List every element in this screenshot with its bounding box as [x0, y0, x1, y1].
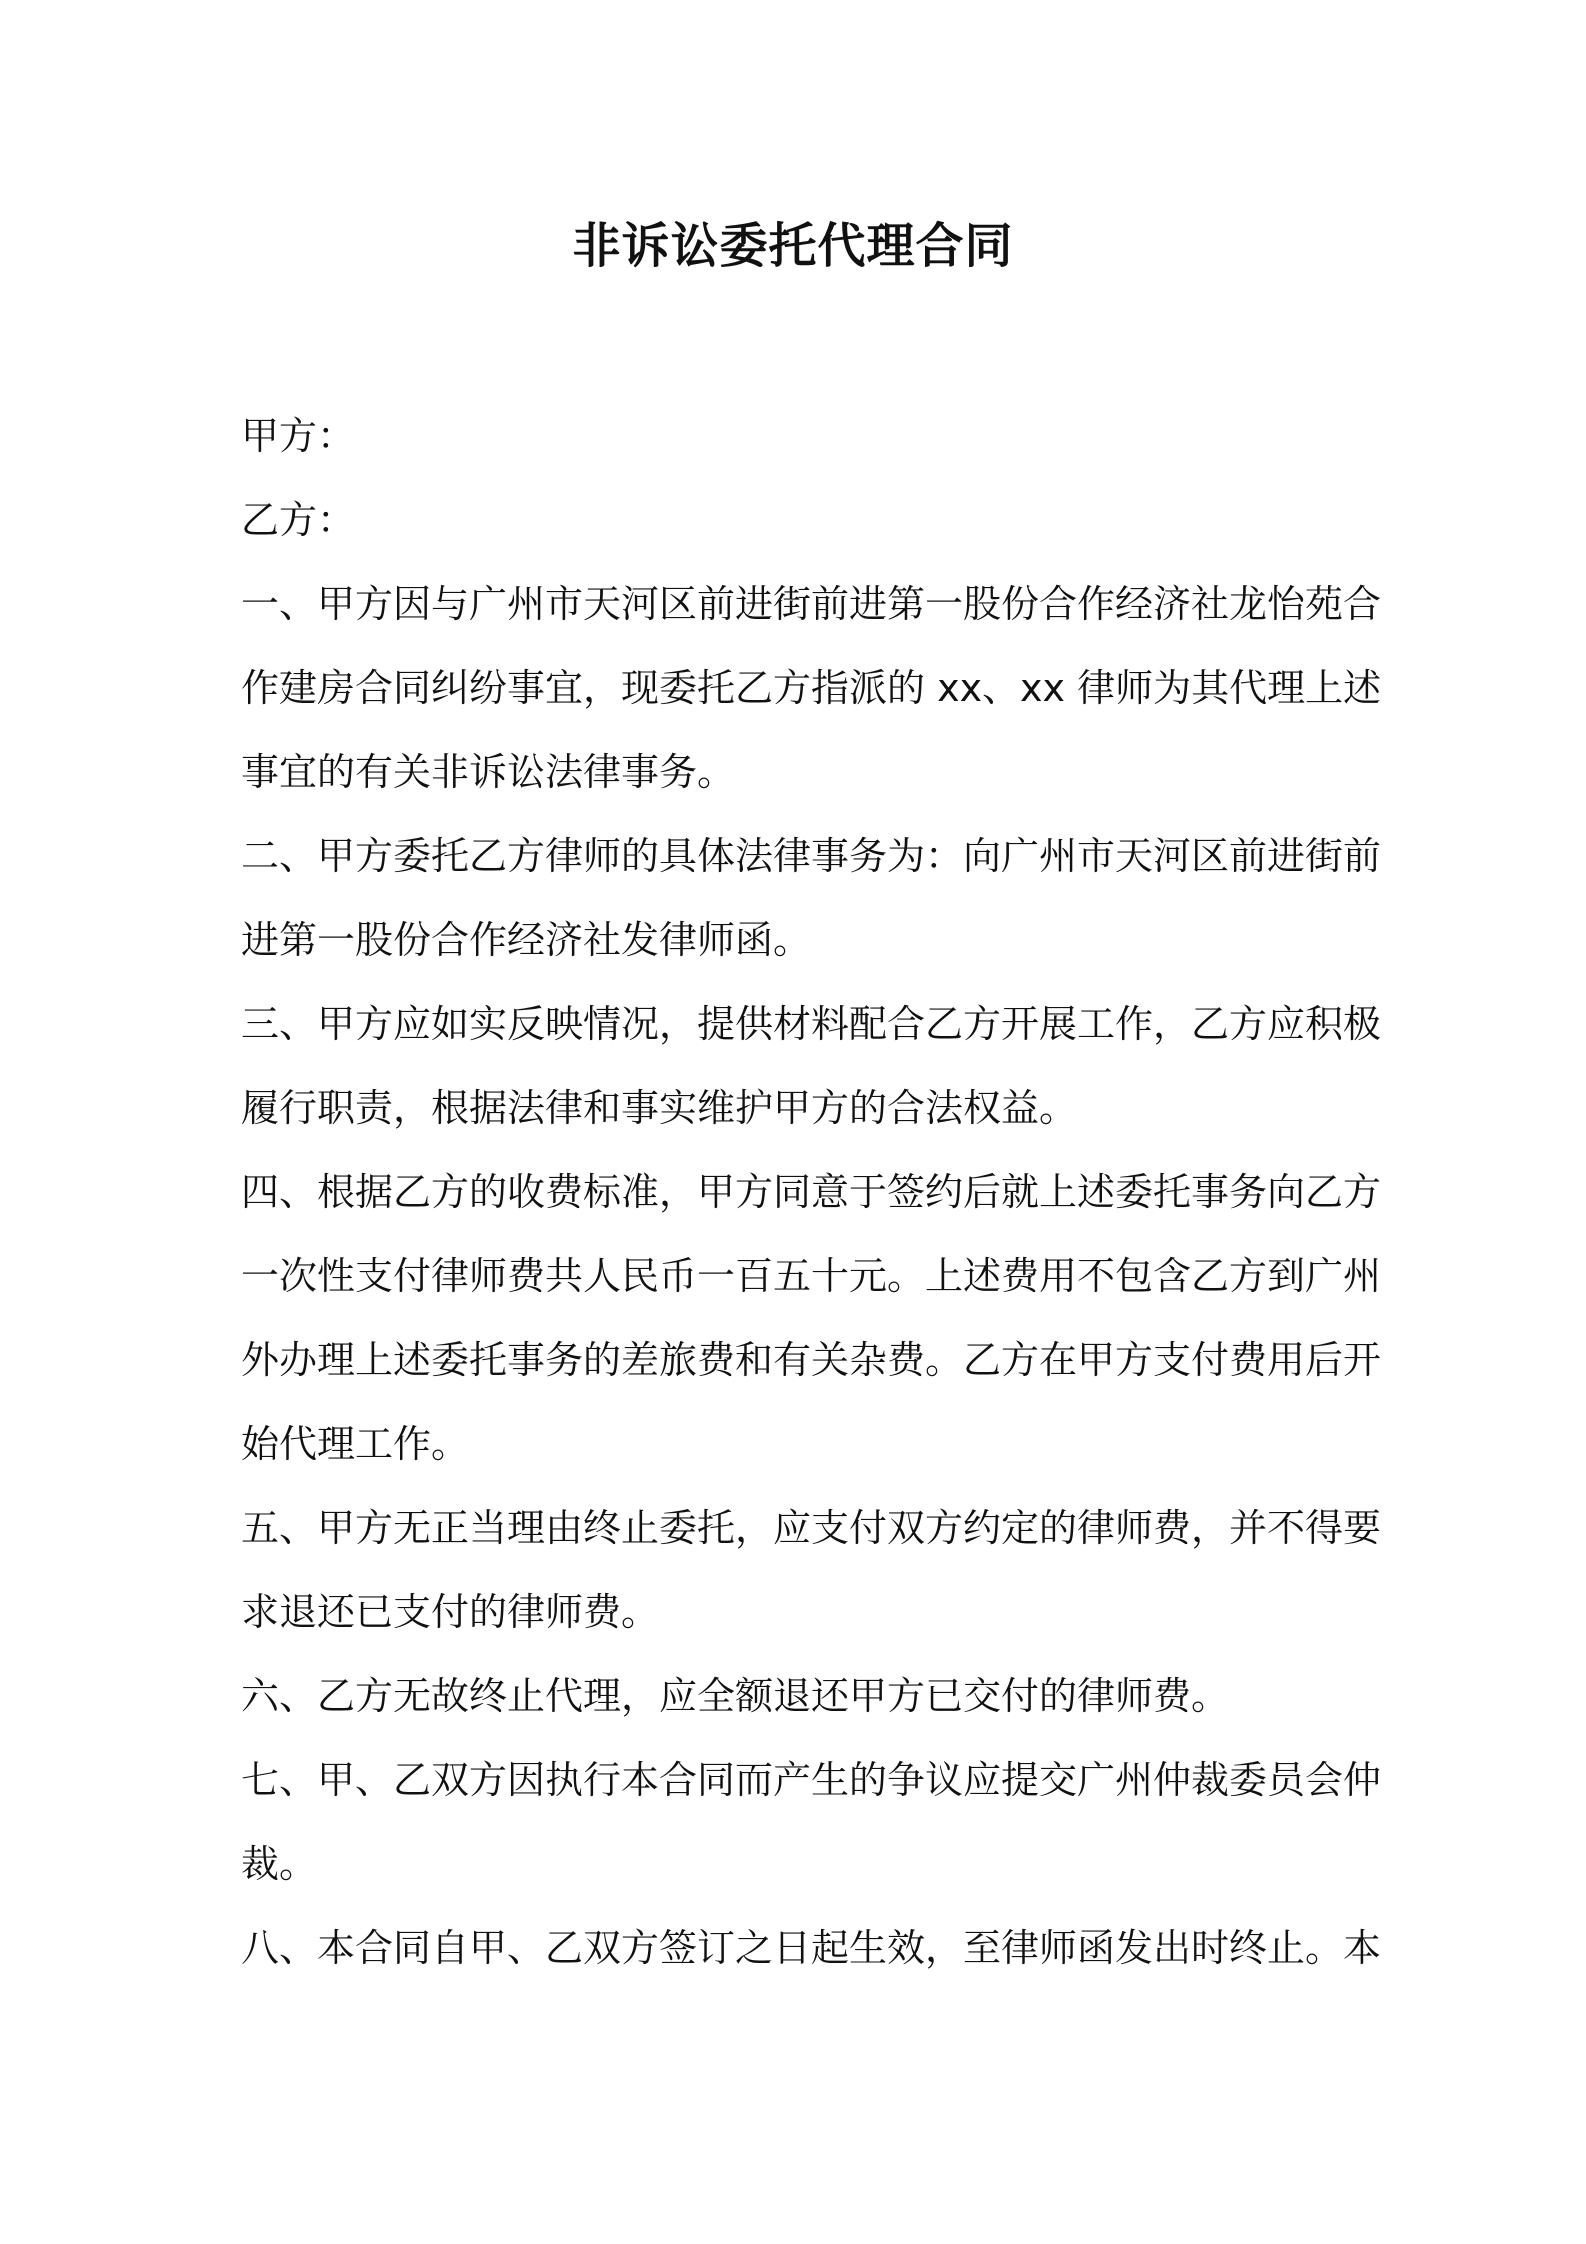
party-a-label: 甲方：	[241, 414, 356, 458]
clause-4-line-3: 外办理上述委托事务的差旅费和有关杂费。乙方在甲方支付费用后开	[241, 1338, 1382, 1382]
clause-7-line-2: 裁。	[241, 1842, 318, 1886]
clause-5-line-1: 五、甲方无正当理由终止委托，应支付双方约定的律师费，并不得要	[241, 1506, 1382, 1550]
clause-1-line-3: 事宜的有关非诉讼法律事务。	[241, 750, 736, 794]
clause-7-line-1: 七、甲、乙双方因执行本合同而产生的争议应提交广州仲裁委员会仲	[241, 1758, 1382, 1802]
clause-2-line-1: 二、甲方委托乙方律师的具体法律事务为：向广州市天河区前进街前	[241, 834, 1382, 878]
clause-2-line-2: 进第一股份合作经济社发律师函。	[241, 918, 812, 962]
clause-1-line-1: 一、甲方因与广州市天河区前进街前进第一股份合作经济社龙怡苑合	[241, 582, 1382, 626]
clause-1-line-2: 作建房合同纠纷事宜，现委托乙方指派的 xx、xx 律师为其代理上述	[241, 666, 1382, 710]
clause-6-line-1: 六、乙方无故终止代理，应全额退还甲方已交付的律师费。	[241, 1674, 1230, 1718]
clause-4-line-1: 四、根据乙方的收费标准，甲方同意于签约后就上述委托事务向乙方	[241, 1170, 1382, 1214]
party-b-label: 乙方：	[241, 498, 356, 542]
clause-8-line-1: 八、本合同自甲、乙双方签订之日起生效，至律师函发出时终止。本	[241, 1926, 1382, 1970]
clause-4-line-4: 始代理工作。	[241, 1422, 470, 1466]
document-title: 非诉讼委托代理合同	[572, 218, 1014, 274]
clause-5-line-2: 求退还已支付的律师费。	[241, 1590, 660, 1634]
clause-3-line-1: 三、甲方应如实反映情况，提供材料配合乙方开展工作，乙方应积极	[241, 1002, 1382, 1046]
clause-3-line-2: 履行职责，根据法律和事实维护甲方的合法权益。	[241, 1086, 1078, 1130]
clause-4-line-2: 一次性支付律师费共人民币一百五十元。上述费用不包含乙方到广州	[241, 1254, 1382, 1298]
